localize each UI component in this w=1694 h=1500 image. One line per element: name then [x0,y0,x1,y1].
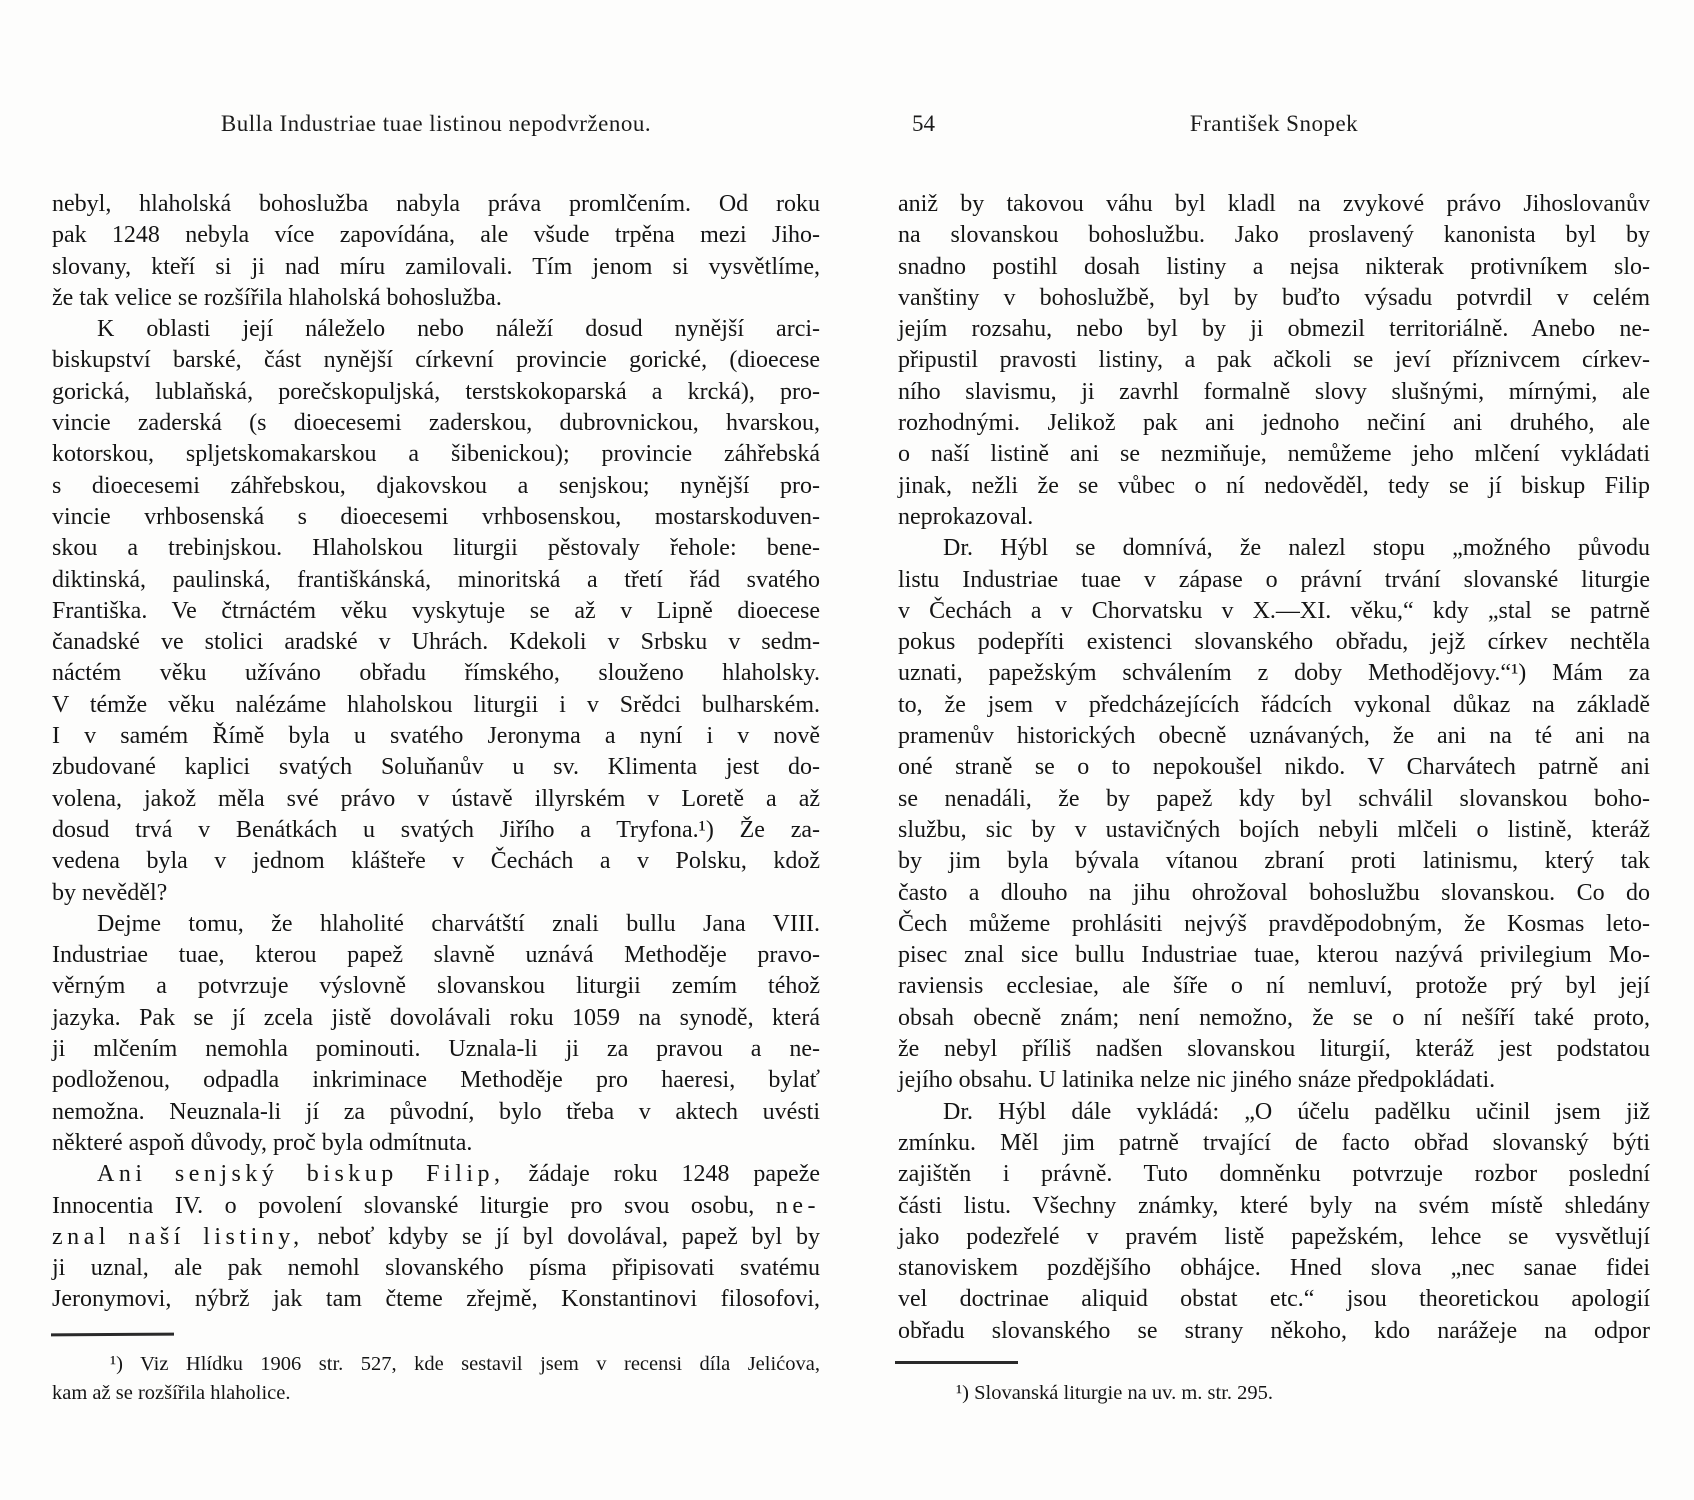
text-segment: Innocentia IV. o povolení slovanské liturgie pro svou osobu, [52,1192,776,1219]
text-segment: části listu. Všechny známky, které byly na svém místě shledány [898,1192,1650,1219]
text-line [52,752,820,783]
text-line [898,815,1650,846]
text-line [52,846,820,877]
text-segment: Jeronymovi, nýbrž jak tam čteme zřejmě, Konstantinovi filosofovi, [52,1286,820,1313]
text-segment: slovany, kteří si ji nad míru zamilovali. Tím jenom si vysvětlíme, [52,253,820,280]
letterspaced-text-segment: ne- [775,1192,820,1219]
text-segment: podloženou, odpadla inkriminace Methoděje pro haeresi, bylať [52,1067,820,1094]
text-line [52,878,820,909]
text-segment: by jim byla bývala vítanou zbraní proti latinismu, který tak [898,848,1650,875]
text-line [898,909,1650,940]
text-line [52,1159,820,1190]
text-line [898,1159,1650,1190]
left-page-text [52,189,820,1316]
text-segment: v Čechách a v Chorvatsku v X.—XI. věku,“ kdy „stal se patrně [898,597,1650,624]
text-segment: listu Industriae tuae v zápase o právní trvání slovanské liturgie [898,566,1650,593]
text-line [898,971,1650,1002]
text-segment: obřadu slovanského se strany někoho, kdo narážeje na odpor [898,1317,1650,1344]
left-running-header: Bulla Industriae tuae listinou nepodvrženou. [220,111,652,136]
text-line [898,1191,1650,1222]
text-line [52,283,820,314]
text-line [52,1253,820,1284]
paragraph [52,189,820,314]
text-line [52,345,820,376]
text-segment: volena, jakož měla své právo v ústavě illyrském v Loretě a až [52,785,820,812]
text-segment: aniž by takovou váhu byl kladl na zvykové právo Jihoslovanův [898,191,1650,217]
text-line [898,345,1650,376]
text-segment: neprokazoval. [898,503,1034,530]
text-line [52,1003,820,1034]
text-line [898,627,1650,658]
text-line [52,565,820,596]
text-line [898,220,1650,251]
paragraph [52,1159,820,1315]
text-segment: jejím rozsahu, nebo byl by ji obmezil territoriálně. Anebo ne- [898,316,1650,343]
text-line [52,1191,820,1222]
text-line [52,1065,820,1096]
text-line [52,596,820,627]
text-segment: připustil pravosti listiny, a pak ačkoli se jeví příznivcem církev- [898,347,1650,374]
text-line [52,1350,820,1379]
text-segment: nebyl, hlaholská bohoslužba nabyla práva promlčením. Od roku [52,191,820,217]
text-line [52,1128,820,1159]
footnote [52,1350,820,1408]
paragraph [52,909,820,1159]
text-line [898,940,1650,971]
text-segment: pak 1248 nebyla více zapovídána, ale všude trpěna mezi Jiho- [52,222,820,249]
text-line [52,1034,820,1065]
text-line [898,596,1650,627]
text-segment: jazyka. Pak se jí zcela jistě dovolávali roku 1059 na synodě, která [52,1004,820,1031]
text-line [898,658,1650,689]
text-line [898,439,1650,470]
text-segment: Dr. Hýbl se domnívá, že nalezl stopu „možného původu [943,535,1650,562]
text-segment: snadno postihl dosah listiny a nejsa nikterak protivníkem slo- [898,253,1650,280]
text-line [898,1097,1650,1128]
text-line [52,784,820,815]
text-line [52,314,820,345]
text-segment: ji mlčením nemohla pominouti. Uznala-li ji za pravou a ne- [52,1036,820,1063]
text-segment: obsah obecně znám; není nemožno, že se o ní nešíří také proto, [898,1004,1650,1031]
text-line [52,220,820,251]
page-number: 54 [912,111,935,136]
text-segment: se nenadáli, že by papež kdy byl schválil slovanskou boho- [898,785,1650,812]
text-segment: to, že jsem v předcházejících řádcích vykonal důkaz na základě [898,691,1650,718]
text-line [898,283,1650,314]
text-segment: službu, sic by v ustavičných bojích nebyli mlčeli o listině, kteráž [898,816,1650,843]
text-segment: ¹) Slovanská liturgie na uv. m. str. 295. [956,1382,1274,1404]
text-line [52,658,820,689]
text-line [52,1284,820,1315]
text-segment: K oblasti její náleželo nebo náleží dosud nynější arci- [97,316,820,343]
paragraph [52,314,820,909]
text-segment: zmínku. Měl jim patrně trvající de facto obřad slovanský býti [898,1129,1650,1156]
text-segment: často a dlouho na jihu ohrožoval bohoslužbu slovanskou. Co do [898,879,1650,906]
text-line [52,971,820,1002]
text-line [898,1003,1650,1034]
paragraph [898,1379,1650,1408]
text-segment: oné straně se o to nepokoušel nikdo. V Charvátech patrně ani [898,754,1650,781]
text-segment: zbudované kaplici svatých Soluňanův u sv. Klimenta jest do- [52,754,820,781]
text-segment: vincie vrhbosenská s dioecesemi vrhbosenskou, mostarskoduven- [52,503,820,530]
letterspaced-text-segment: Ani senjský biskup Filip, [97,1161,505,1188]
right-page-text [898,189,1650,1347]
footnote [898,1379,1650,1408]
text-line [898,846,1650,877]
text-segment: Industriae tuae, kterou papež slavně uznává Methoděje pravo- [52,942,820,969]
text-line [898,784,1650,815]
text-segment: ¹) Viz Hlídku 1906 str. 527, kde sestavil jsem v recensi díla Jelićova, [110,1353,820,1375]
text-segment: ji uznal, ale pak nemohl slovanského písma připisovati svatému [52,1255,820,1282]
text-line [898,1222,1650,1253]
text-segment: pokus podepříti existenci slovanského obřadu, jejž církev nechtěla [898,629,1650,656]
text-segment: stanoviskem pozdějšího obhájce. Hned slova „nec sanae fidei [898,1255,1650,1282]
text-line [898,408,1650,439]
text-line [52,471,820,502]
text-segment: některé aspoň důvody, proč byla odmítnuta. [52,1129,473,1156]
text-line [52,940,820,971]
text-segment: V témže věku nalézáme hlaholskou liturgii i v Srědci bulharském. [52,691,820,718]
text-segment: zajištěn i právně. Tuto domněnku potvrzuje rozbor poslední [898,1161,1650,1188]
text-line [52,721,820,752]
text-line [52,408,820,439]
text-line [898,533,1650,564]
text-line [898,752,1650,783]
footnote-rule [895,1361,1018,1364]
text-line [52,909,820,940]
text-line [52,502,820,533]
text-line [898,502,1650,533]
text-segment: ního slavismu, ji zavrhl formalně slovy slušnými, mírnými, ale [898,378,1650,405]
text-segment: dosud trvá v Benátkách u svatých Jiřího a Tryfona.¹) Že za- [52,816,820,843]
text-line [898,565,1650,596]
text-segment: gorická, lublaňská, porečskopuljská, terstskokoparská a krcká), pro- [52,378,820,405]
text-segment: I v samém Římě byla u svatého Jeronyma a nyní i v nově [52,723,820,750]
text-line [52,1222,820,1253]
footnote-rule [51,1333,174,1336]
text-line [52,189,820,220]
text-segment: neboť kdyby se jí byl dovolával, papež byl by [303,1223,821,1250]
text-segment: vincie zaderská (s dioecesemi zaderskou, dubrovnickou, hvarskou, [52,410,820,437]
text-segment: že tak velice se rozšířila hlaholská bohoslužba. [52,284,502,311]
text-line [898,1253,1650,1284]
paragraph [898,189,1650,533]
right-running-header: František Snopek [1189,111,1359,136]
text-segment: Františka. Ve čtrnáctém věku vyskytuje se až v Lipně dioecese [52,597,820,624]
text-segment: rozhodnými. Jelikož pak ani jednoho nečiní ani druhého, ale [898,410,1650,437]
text-line [898,314,1650,345]
text-line [898,252,1650,283]
text-segment: o naší listině ani se nezmiňuje, nemůžeme jeho mlčení vykládati [898,441,1650,468]
text-line [52,252,820,283]
text-line [52,439,820,470]
text-segment: Dr. Hýbl dále vykládá: „O účelu padělku učinil jsem již [943,1098,1650,1125]
text-line [52,1097,820,1128]
text-line [898,1316,1650,1347]
text-line [898,1284,1650,1315]
text-line [52,627,820,658]
text-segment: skou a trebinjskou. Hlaholskou liturgii pěstovaly řehole: bene- [52,535,820,562]
text-segment: Dejme tomu, že hlaholité charvátští znali bullu Jana VIII. [97,910,820,937]
text-line [52,690,820,721]
text-segment: pisec znal sice bullu Industriae tuae, kterou nazývá privilegium Mo- [898,942,1650,969]
text-segment: vanštiny v bohoslužbě, byl by buďto výsadu potvrdil v celém [898,284,1650,311]
text-line [898,721,1650,752]
text-line [898,471,1650,502]
text-segment: diktinská, paulinská, františkánská, minoritská a třetí řád svatého [52,566,820,593]
text-segment: žádaje roku 1248 papeže [504,1161,820,1188]
paragraph [898,1097,1650,1347]
text-segment: Čech můžeme prohlásiti nejvýš pravděpodobným, že Kosmas leto- [898,910,1650,937]
paragraph [898,533,1650,1096]
text-segment: pramenův historických obecně uznávaných, že ani na té ani na [898,723,1650,750]
text-segment: raviensis ecclesiae, ale šíře o ní nemluví, protože prý byl její [898,973,1650,1000]
text-line [898,878,1650,909]
text-line [52,533,820,564]
text-segment: s dioecesemi záhřebskou, djakovskou a senjskou; nynější pro- [52,472,820,499]
text-line [898,377,1650,408]
paragraph [52,1350,820,1408]
text-segment: kam až se rozšířila hlaholice. [52,1382,291,1404]
text-segment: jinak, nežli že se vůbec o ní nedověděl, tedy se jí biskup Filip [898,472,1650,499]
text-segment: čanadské ve stolici aradské v Uhrách. Kdekoli v Srbsku v sedm- [52,629,820,656]
text-segment: vel doctrinae aliquid obstat etc.“ jsou theoretickou apologií [898,1286,1650,1313]
text-line [898,1128,1650,1159]
text-segment: na slovanskou bohoslužbu. Jako proslavený kanonista byl by [898,222,1650,249]
text-segment: náctém věku užíváno obřadu římského, slouženo hlaholsky. [52,660,820,687]
text-segment: uznati, papežským schválením z doby Methodějovy.“¹) Mám za [898,660,1650,687]
text-segment: věrným a potvrzuje výslovně slovanskou liturgii zemím téhož [52,973,820,1000]
text-segment: že nebyl příliš nadšen slovanskou liturgií, kteráž jest podstatou [898,1036,1650,1063]
text-segment: vedena byla v jednom klášteře v Čechách a v Polsku, kdož [52,848,820,875]
text-line [898,1379,1650,1408]
text-segment: jejího obsahu. U latinika nelze nic jiného snáze předpokládati. [898,1067,1496,1094]
text-line [898,1065,1650,1096]
text-line [52,1379,820,1408]
text-line [898,1034,1650,1065]
text-segment: kotorskou, spljetskomakarskou a šibenickou); provincie záhřebská [52,441,820,468]
text-segment: biskupství barské, část nynější církevní provincie gorické, (dioecese [52,347,820,374]
text-segment: jako podezřelé v pravém listě papežském, lehce se vysvětlují [898,1223,1650,1250]
text-line [898,690,1650,721]
text-line [52,815,820,846]
text-line [898,189,1650,220]
text-segment: nemožna. Neuznala-li jí za původní, bylo třeba v aktech uvésti [52,1098,820,1125]
text-segment: by nevěděl? [52,879,168,906]
text-line [52,377,820,408]
letterspaced-text-segment: znal naší listiny, [52,1223,304,1250]
